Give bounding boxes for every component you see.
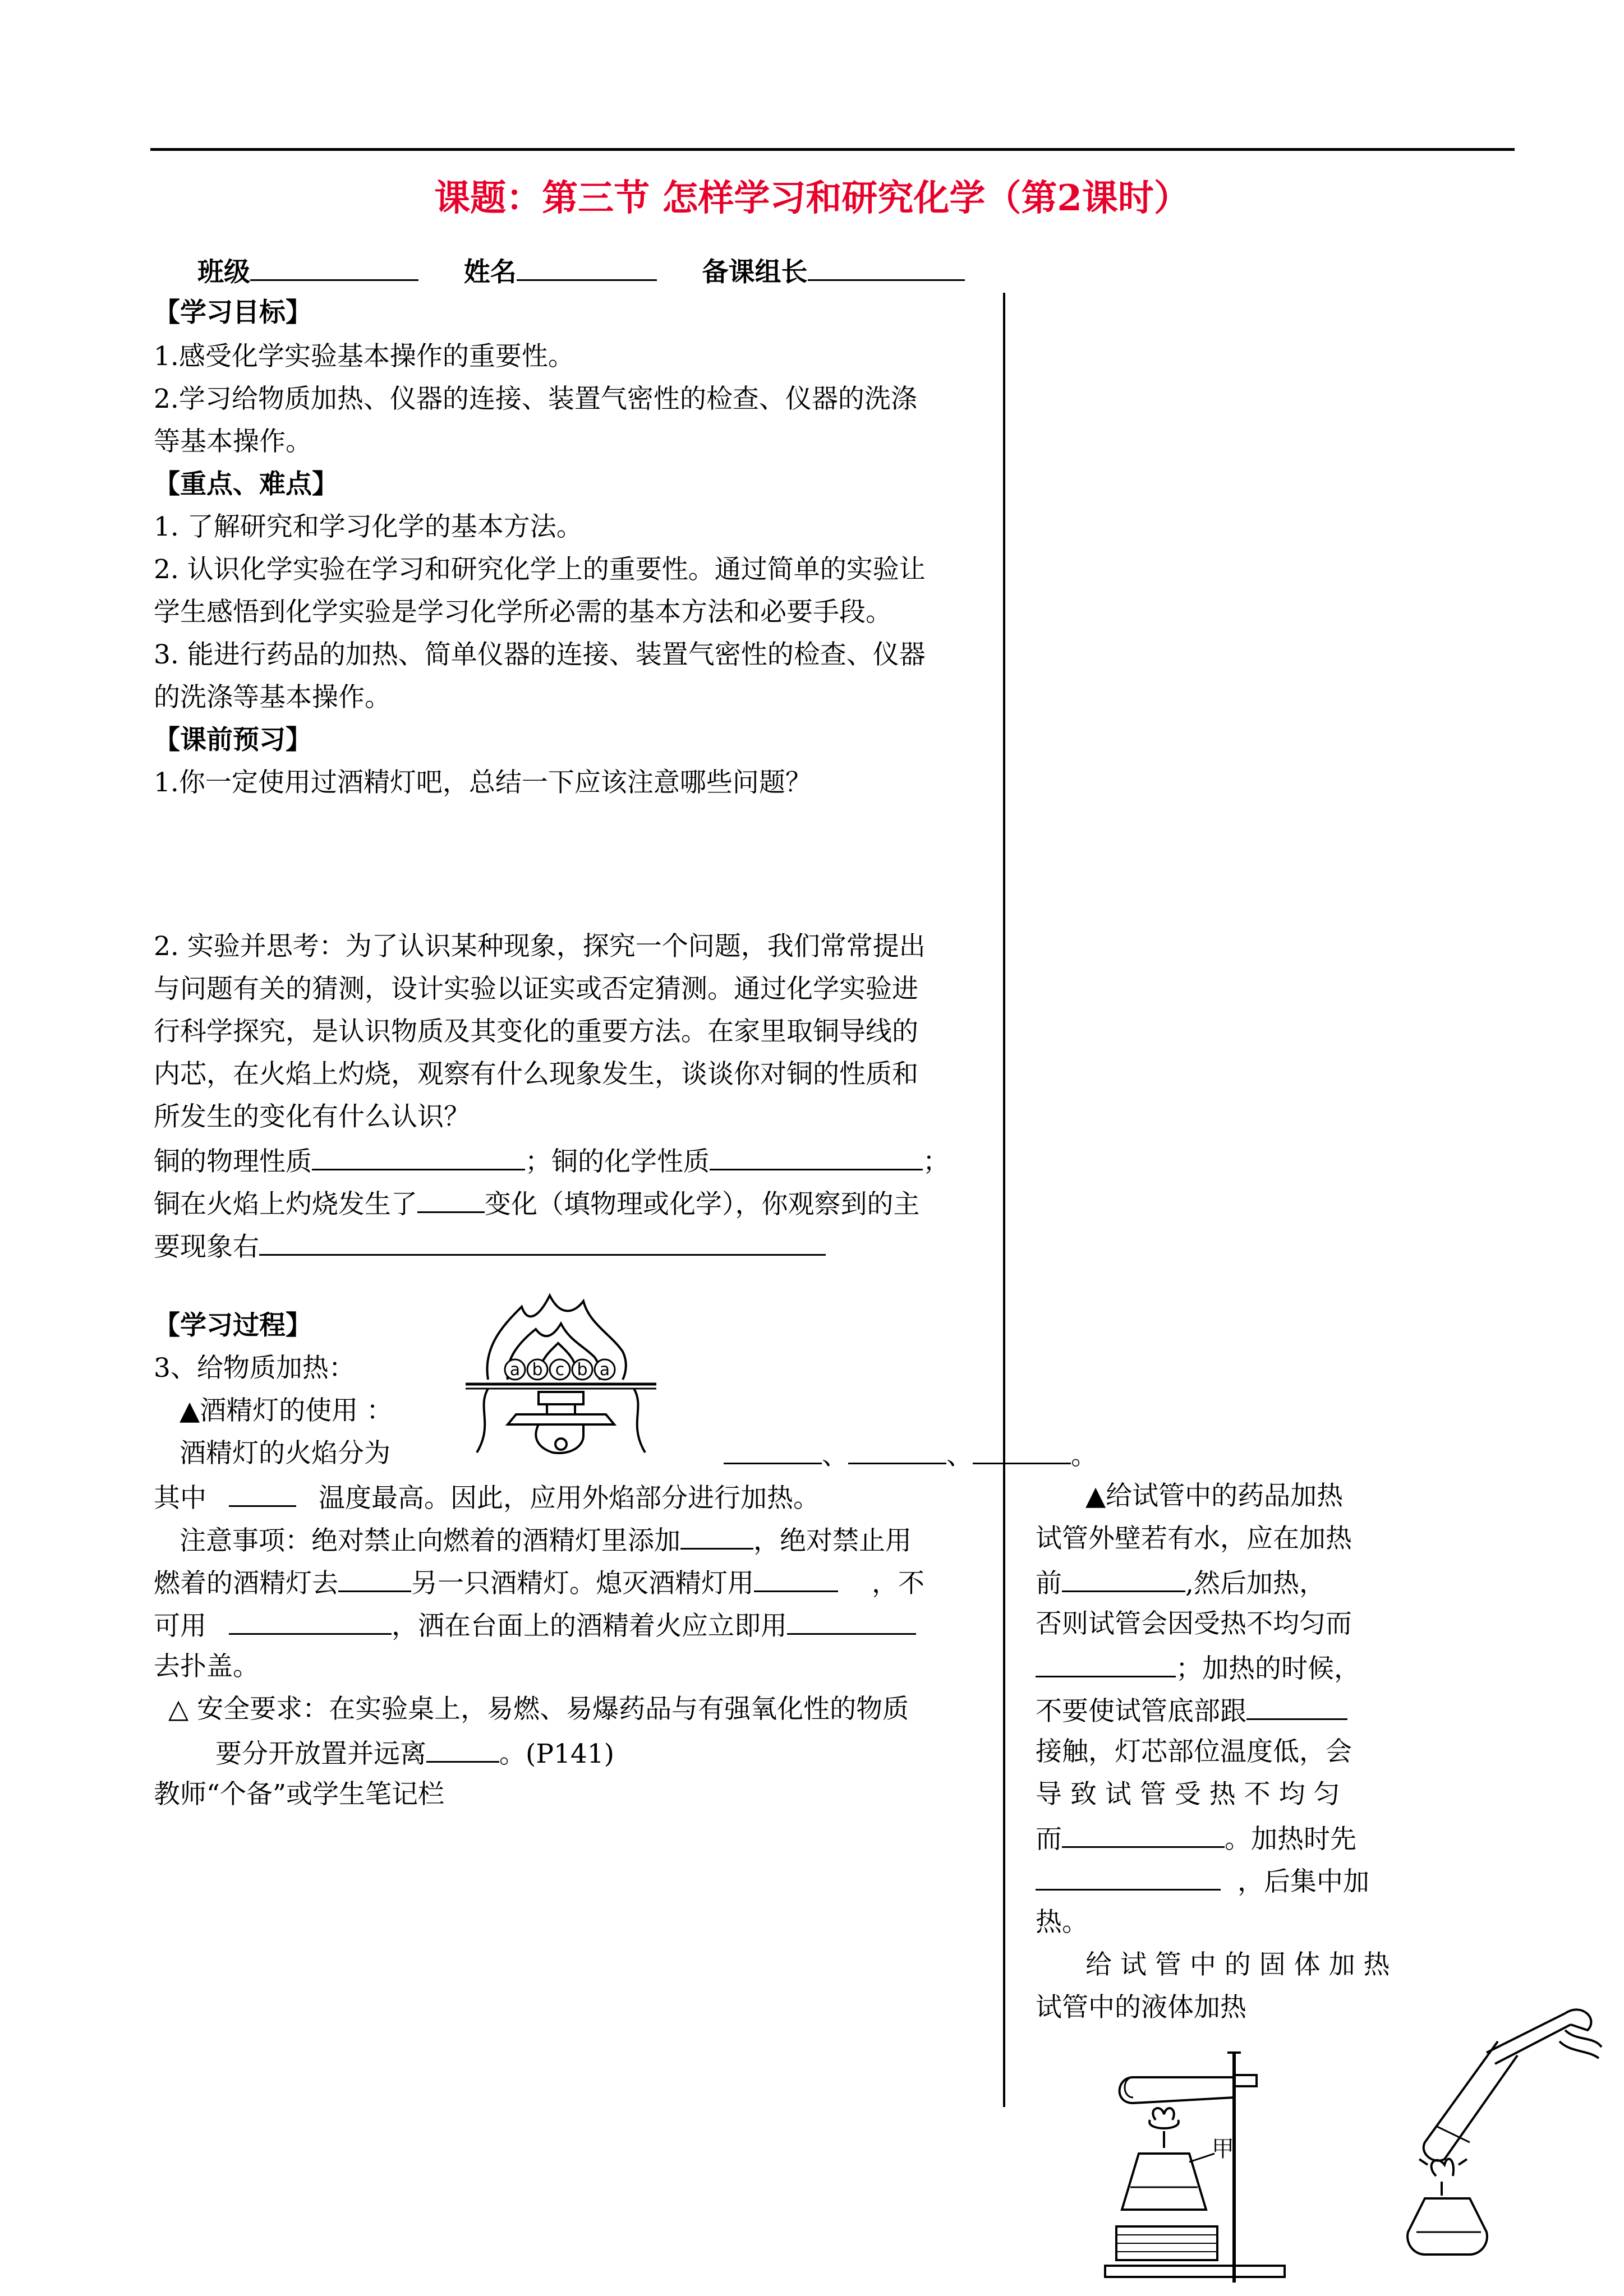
side-line-6 (1036, 1694, 1347, 1727)
preview-question-1: 1.你一定使用过酒精灯吧，总结一下应该注意哪些问题？ (154, 767, 812, 798)
preview-question-2-line-3: 行科学探究，是认识物质及其变化的重要方法。在家里取铜导线的 (154, 1016, 918, 1047)
wipe-blank[interactable] (1062, 1566, 1185, 1592)
side-text-10b: ，后集中加 (1237, 1866, 1369, 1897)
class-label: 班级 (197, 257, 250, 288)
side-text-3b: ,然后加热， (1185, 1568, 1326, 1599)
flame-parts-blanks (724, 1438, 1097, 1472)
change-type-blank[interactable] (417, 1187, 485, 1213)
side-line-11: 热。 (1036, 1907, 1088, 1938)
flame-label-b-right: b (577, 1360, 588, 1380)
preview-question-2-line-4: 内芯，在火焰上灼烧，观察有什么现象发生，谈谈你对铜的性质和 (154, 1059, 918, 1090)
side-text-9b: 。加热时先 (1225, 1824, 1356, 1855)
wick-blank[interactable] (1246, 1694, 1347, 1720)
objective-1: 1.感受化学实验基本操作的重要性。 (154, 341, 574, 372)
alcohol-lamp-flame-figure (454, 1284, 668, 1475)
notes-line-1 (180, 1523, 912, 1557)
ignite-blank[interactable] (338, 1566, 411, 1592)
hottest-text: 温度最高。因此，应用外焰部分进行加热。 (319, 1483, 820, 1514)
flame-label-c: c (555, 1360, 565, 1380)
key-points-heading: 【重点、难点】 (154, 469, 338, 500)
copper-burning-line (154, 1187, 920, 1220)
among-label: 其中 (154, 1483, 206, 1514)
header-fields (197, 255, 965, 288)
safety-line-1: △ 安全要求：在实验桌上，易燃、易爆药品与有强氧化性的物质 (168, 1694, 909, 1725)
safety-text-b: 要分开放置并远离 (215, 1739, 426, 1769)
semicolon: ； (923, 1146, 949, 1177)
notes-line-4: 去扑盖。 (154, 1651, 259, 1682)
cover-blank[interactable] (787, 1608, 916, 1635)
side-line-1: ▲给试管中的药品加热 (1085, 1481, 1344, 1511)
notes-text-a: 注意事项：绝对禁止向燃着的酒精灯里添加 (180, 1525, 680, 1556)
extinguish-blank[interactable] (754, 1566, 838, 1592)
burning-text-b: 变化（填物理或化学），你观察到的主 (485, 1189, 920, 1220)
side-text-5b: ；加热的时候， (1176, 1653, 1360, 1684)
flame-part-blank-2[interactable] (848, 1438, 946, 1464)
safety-text-c: 。(P141) (499, 1739, 615, 1769)
period: 。 (1071, 1440, 1097, 1471)
preview-question-2-line-5: 所发生的变化有什么认识？ (154, 1101, 470, 1132)
add-alcohol-blank[interactable] (680, 1523, 753, 1550)
column-divider (1003, 293, 1005, 2107)
teacher-notes-label: 教师“个备”或学生笔记栏 (154, 1779, 445, 1810)
notes-text-g: ，洒在台面上的酒精着火应立即用 (392, 1611, 787, 1642)
lamp-use-heading: ▲酒精灯的使用 ： (180, 1395, 393, 1426)
name-label: 姓名 (463, 257, 517, 288)
preheat-blank[interactable] (1036, 1864, 1221, 1891)
distance-blank[interactable] (426, 1736, 499, 1763)
top-rule (150, 148, 1515, 151)
side-line-3 (1036, 1566, 1326, 1599)
page-title: 课题：第三节 怎样学习和研究化学（第2课时） (434, 177, 1190, 219)
copper-properties-line (154, 1144, 949, 1178)
separator-2: 、 (946, 1440, 973, 1471)
chemical-property-blank[interactable] (710, 1144, 923, 1170)
preview-question-2-line-1: 2. 实验并思考：为了认识某种现象，探究一个问题，我们常常提出 (154, 931, 926, 962)
crack-blank[interactable] (1036, 1651, 1176, 1677)
flame-parts-label: 酒精灯的火焰分为 (180, 1438, 390, 1469)
leader-label: 备课组长 (702, 257, 808, 288)
separator-1: 、 (822, 1440, 848, 1471)
hottest-part-blank[interactable] (229, 1481, 296, 1507)
side-line-10 (1036, 1864, 1369, 1898)
side-line-4: 否则试管会因受热不均匀而 (1036, 1608, 1352, 1639)
notes-text-f: 可用 (154, 1611, 206, 1642)
flame-label-b-left: b (532, 1360, 543, 1380)
solid-heating-stand-figure (1099, 2041, 1313, 2288)
key-point-3-line-2: 的洗涤等基本操作。 (154, 682, 391, 713)
leader-blank[interactable] (808, 255, 965, 281)
burning-text-a: 铜在火焰上灼烧发生了 (154, 1189, 417, 1220)
key-point-2-line-1: 2. 认识化学实验在学习和研究化学上的重要性。通过简单的实验让 (154, 554, 926, 585)
physical-property-label: 铜的物理性质 (154, 1146, 312, 1177)
side-line-2: 试管外壁若有水，应在加热 (1036, 1523, 1352, 1554)
name-blank[interactable] (517, 255, 657, 281)
notes-line-3 (154, 1608, 916, 1642)
phenomenon-blank[interactable] (259, 1229, 826, 1256)
preview-heading: 【课前预习】 (154, 725, 312, 755)
not-use-blank[interactable] (229, 1608, 392, 1635)
side-line-7: 接触，灯芯部位温度低，会 (1036, 1736, 1352, 1767)
safety-line-2 (215, 1736, 614, 1770)
key-point-3-line-1: 3. 能进行药品的加热、简单仪器的连接、装置气密性的检查、仪器 (154, 639, 926, 670)
flame-label-a-left: a (509, 1360, 521, 1380)
key-point-2-line-2: 学生感悟到化学实验是学习化学所必需的基本方法和必要手段。 (154, 597, 892, 628)
side-text-6: 不要使试管底部跟 (1036, 1696, 1246, 1727)
stand-label: 甲 (1212, 2136, 1234, 2162)
uneven-result-blank[interactable] (1062, 1822, 1225, 1848)
process-heading: 【学习过程】 (154, 1310, 312, 1341)
physical-property-blank[interactable] (312, 1144, 525, 1170)
phenomenon-line (154, 1229, 826, 1263)
flame-part-blank-3[interactable] (973, 1438, 1071, 1464)
notes-text-d: 另一只酒精灯。熄灭酒精灯用 (411, 1568, 754, 1599)
flame-part-blank-1[interactable] (724, 1438, 822, 1464)
preview-question-2-line-2: 与问题有关的猜测，设计实验以证实或否定猜测。通过化学实验进 (154, 974, 918, 1004)
heating-item: 3、给物质加热： (154, 1353, 355, 1384)
objectives-heading: 【学习目标】 (154, 297, 312, 328)
chemical-property-label: ；铜的化学性质 (525, 1146, 710, 1177)
objective-2-line-1: 2.学习给物质加热、仪器的连接、装置气密性的检查、仪器的洗涤 (154, 384, 917, 414)
side-line-8: 导 致 试 管 受 热 不 均 匀 (1036, 1779, 1340, 1810)
hottest-line (154, 1481, 820, 1514)
side-line-5 (1036, 1651, 1360, 1685)
phenomenon-label: 要现象右 (154, 1232, 259, 1262)
side-line-12: 给 试 管 中 的 固 体 加 热 (1085, 1949, 1390, 1980)
side-line-9 (1036, 1822, 1356, 1855)
objective-2-line-2: 等基本操作。 (154, 426, 312, 457)
notes-line-2 (154, 1566, 924, 1599)
class-blank[interactable] (250, 255, 418, 281)
notes-text-e: ，不 (872, 1568, 924, 1599)
side-text-3a: 前 (1036, 1568, 1062, 1599)
side-line-13: 试管中的液体加热 (1036, 1992, 1246, 2023)
key-point-1: 1. 了解研究和学习化学的基本方法。 (154, 511, 583, 542)
side-text-9a: 而 (1036, 1824, 1062, 1855)
flame-label-a-right: a (599, 1360, 610, 1380)
notes-text-c: 燃着的酒精灯去 (154, 1568, 338, 1599)
notes-text-b: ，绝对禁止用 (753, 1525, 912, 1556)
liquid-heating-figure (1402, 1997, 1604, 2288)
